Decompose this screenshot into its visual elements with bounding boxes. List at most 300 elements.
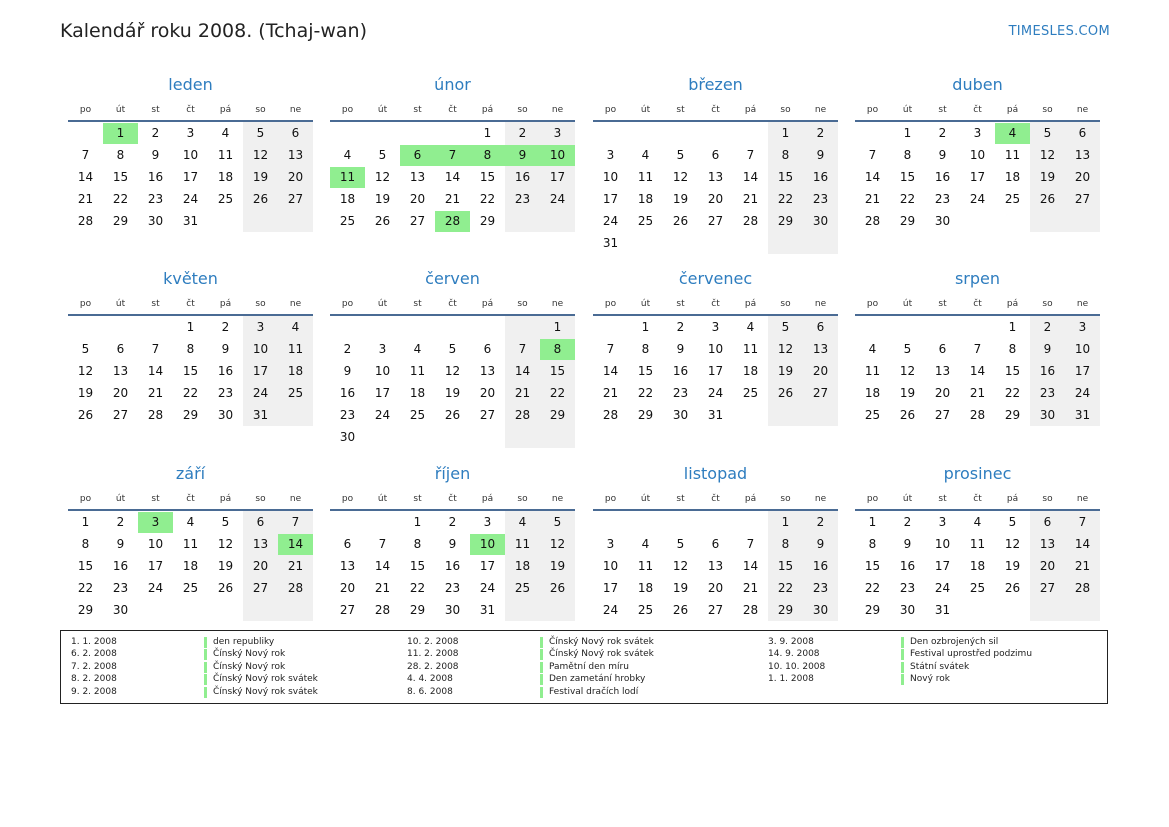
- day-cell[interactable]: 21: [742, 581, 759, 595]
- day-cell[interactable]: 17: [969, 170, 986, 184]
- day-cell[interactable]: 29: [409, 603, 426, 617]
- day-cell[interactable]: 19: [899, 386, 916, 400]
- day-cell[interactable]: 12: [444, 364, 461, 378]
- day-cell[interactable]: 12: [374, 170, 391, 184]
- day-cell[interactable]: 15: [899, 170, 916, 184]
- day-cell[interactable]: 18: [409, 386, 426, 400]
- day-cell[interactable]: 21: [374, 581, 391, 595]
- day-cell[interactable]: 2: [676, 320, 685, 334]
- day-cell[interactable]: 22: [777, 192, 794, 206]
- day-cell[interactable]: 24: [147, 581, 164, 595]
- day-cell[interactable]: 22: [112, 192, 129, 206]
- day-cell[interactable]: 17: [707, 364, 724, 378]
- day-cell[interactable]: 13: [812, 342, 829, 356]
- day-cell[interactable]: 3: [606, 148, 615, 162]
- day-cell[interactable]: 12: [1039, 148, 1056, 162]
- day-cell[interactable]: 15: [777, 170, 794, 184]
- day-cell[interactable]: 26: [899, 408, 916, 422]
- holiday-day-cell[interactable]: 7: [435, 145, 470, 166]
- day-cell[interactable]: 6: [256, 515, 265, 529]
- day-cell[interactable]: 10: [182, 148, 199, 162]
- day-cell[interactable]: 24: [1074, 386, 1091, 400]
- day-cell[interactable]: 8: [641, 342, 650, 356]
- day-cell[interactable]: 11: [864, 364, 881, 378]
- day-cell[interactable]: 26: [672, 214, 689, 228]
- day-cell[interactable]: 1: [81, 515, 90, 529]
- day-cell[interactable]: 17: [602, 581, 619, 595]
- day-cell[interactable]: 15: [112, 170, 129, 184]
- day-cell[interactable]: 3: [938, 515, 947, 529]
- day-cell[interactable]: 21: [287, 559, 304, 573]
- day-cell[interactable]: 29: [182, 408, 199, 422]
- day-cell[interactable]: 18: [637, 581, 654, 595]
- day-cell[interactable]: 15: [77, 559, 94, 573]
- day-cell[interactable]: 31: [707, 408, 724, 422]
- day-cell[interactable]: 20: [252, 559, 269, 573]
- day-cell[interactable]: 12: [899, 364, 916, 378]
- day-cell[interactable]: 25: [514, 581, 531, 595]
- day-cell[interactable]: 13: [409, 170, 426, 184]
- day-cell[interactable]: 24: [934, 581, 951, 595]
- day-cell[interactable]: 14: [77, 170, 94, 184]
- day-cell[interactable]: 14: [742, 559, 759, 573]
- day-cell[interactable]: 12: [549, 537, 566, 551]
- day-cell[interactable]: 24: [602, 214, 619, 228]
- day-cell[interactable]: 30: [112, 603, 129, 617]
- day-cell[interactable]: 1: [903, 126, 912, 140]
- day-cell[interactable]: 15: [1004, 364, 1021, 378]
- day-cell[interactable]: 29: [777, 603, 794, 617]
- day-cell[interactable]: 30: [147, 214, 164, 228]
- day-cell[interactable]: 31: [252, 408, 269, 422]
- day-cell[interactable]: 11: [217, 148, 234, 162]
- day-cell[interactable]: 26: [1004, 581, 1021, 595]
- day-cell[interactable]: 18: [287, 364, 304, 378]
- day-cell[interactable]: 30: [444, 603, 461, 617]
- day-cell[interactable]: 27: [287, 192, 304, 206]
- day-cell[interactable]: 26: [672, 603, 689, 617]
- day-cell[interactable]: 8: [413, 537, 422, 551]
- holiday-day-cell[interactable]: 1: [103, 123, 138, 144]
- day-cell[interactable]: 10: [969, 148, 986, 162]
- day-cell[interactable]: 7: [746, 148, 755, 162]
- day-cell[interactable]: 17: [1074, 364, 1091, 378]
- day-cell[interactable]: 28: [287, 581, 304, 595]
- day-cell[interactable]: 28: [77, 214, 94, 228]
- day-cell[interactable]: 2: [116, 515, 125, 529]
- day-cell[interactable]: 5: [81, 342, 90, 356]
- day-cell[interactable]: 10: [602, 170, 619, 184]
- day-cell[interactable]: 20: [707, 581, 724, 595]
- day-cell[interactable]: 4: [413, 342, 422, 356]
- holiday-day-cell[interactable]: 4: [995, 123, 1030, 144]
- day-cell[interactable]: 24: [252, 386, 269, 400]
- day-cell[interactable]: 17: [549, 170, 566, 184]
- day-cell[interactable]: 16: [444, 559, 461, 573]
- day-cell[interactable]: 17: [934, 559, 951, 573]
- day-cell[interactable]: 25: [217, 192, 234, 206]
- day-cell[interactable]: 21: [514, 386, 531, 400]
- day-cell[interactable]: 16: [217, 364, 234, 378]
- day-cell[interactable]: 2: [816, 126, 825, 140]
- day-cell[interactable]: 13: [112, 364, 129, 378]
- day-cell[interactable]: 14: [1074, 537, 1091, 551]
- day-cell[interactable]: 6: [483, 342, 492, 356]
- day-cell[interactable]: 31: [934, 603, 951, 617]
- day-cell[interactable]: 5: [676, 148, 685, 162]
- day-cell[interactable]: 9: [816, 537, 825, 551]
- day-cell[interactable]: 2: [1043, 320, 1052, 334]
- day-cell[interactable]: 27: [1074, 192, 1091, 206]
- day-cell[interactable]: 16: [812, 559, 829, 573]
- day-cell[interactable]: 26: [252, 192, 269, 206]
- day-cell[interactable]: 12: [217, 537, 234, 551]
- day-cell[interactable]: 16: [339, 386, 356, 400]
- holiday-day-cell[interactable]: 8: [540, 339, 575, 360]
- day-cell[interactable]: 12: [252, 148, 269, 162]
- day-cell[interactable]: 19: [549, 559, 566, 573]
- day-cell[interactable]: 23: [899, 581, 916, 595]
- day-cell[interactable]: 9: [448, 537, 457, 551]
- day-cell[interactable]: 27: [812, 386, 829, 400]
- day-cell[interactable]: 10: [602, 559, 619, 573]
- day-cell[interactable]: 17: [182, 170, 199, 184]
- day-cell[interactable]: 1: [641, 320, 650, 334]
- day-cell[interactable]: 14: [514, 364, 531, 378]
- holiday-day-cell[interactable]: 9: [505, 145, 540, 166]
- day-cell[interactable]: 27: [112, 408, 129, 422]
- day-cell[interactable]: 22: [637, 386, 654, 400]
- day-cell[interactable]: 7: [606, 342, 615, 356]
- day-cell[interactable]: 16: [899, 559, 916, 573]
- day-cell[interactable]: 8: [868, 537, 877, 551]
- day-cell[interactable]: 12: [1004, 537, 1021, 551]
- day-cell[interactable]: 25: [409, 408, 426, 422]
- day-cell[interactable]: 17: [374, 386, 391, 400]
- day-cell[interactable]: 13: [252, 537, 269, 551]
- day-cell[interactable]: 22: [182, 386, 199, 400]
- day-cell[interactable]: 1: [781, 515, 790, 529]
- day-cell[interactable]: 5: [1043, 126, 1052, 140]
- day-cell[interactable]: 15: [182, 364, 199, 378]
- holiday-day-cell[interactable]: 28: [435, 211, 470, 232]
- day-cell[interactable]: 21: [969, 386, 986, 400]
- day-cell[interactable]: 1: [1008, 320, 1017, 334]
- day-cell[interactable]: 16: [934, 170, 951, 184]
- brand-logo-text[interactable]: TIMESLES.COM: [1008, 24, 1110, 39]
- day-cell[interactable]: 4: [868, 342, 877, 356]
- day-cell[interactable]: 5: [448, 342, 457, 356]
- day-cell[interactable]: 29: [112, 214, 129, 228]
- day-cell[interactable]: 6: [711, 537, 720, 551]
- day-cell[interactable]: 7: [518, 342, 527, 356]
- day-cell[interactable]: 29: [899, 214, 916, 228]
- day-cell[interactable]: 10: [1074, 342, 1091, 356]
- day-cell[interactable]: 3: [973, 126, 982, 140]
- day-cell[interactable]: 11: [182, 537, 199, 551]
- day-cell[interactable]: 19: [252, 170, 269, 184]
- day-cell[interactable]: 18: [217, 170, 234, 184]
- day-cell[interactable]: 23: [514, 192, 531, 206]
- day-cell[interactable]: 18: [514, 559, 531, 573]
- day-cell[interactable]: 5: [781, 320, 790, 334]
- day-cell[interactable]: 9: [116, 537, 125, 551]
- day-cell[interactable]: 6: [116, 342, 125, 356]
- day-cell[interactable]: 23: [217, 386, 234, 400]
- day-cell[interactable]: 6: [1043, 515, 1052, 529]
- day-cell[interactable]: 22: [864, 581, 881, 595]
- day-cell[interactable]: 16: [112, 559, 129, 573]
- day-cell[interactable]: 4: [973, 515, 982, 529]
- day-cell[interactable]: 13: [479, 364, 496, 378]
- day-cell[interactable]: 4: [221, 126, 230, 140]
- day-cell[interactable]: 30: [339, 430, 356, 444]
- day-cell[interactable]: 28: [602, 408, 619, 422]
- day-cell[interactable]: 4: [746, 320, 755, 334]
- day-cell[interactable]: 25: [864, 408, 881, 422]
- day-cell[interactable]: 19: [444, 386, 461, 400]
- day-cell[interactable]: 9: [151, 148, 160, 162]
- day-cell[interactable]: 5: [378, 148, 387, 162]
- day-cell[interactable]: 8: [81, 537, 90, 551]
- day-cell[interactable]: 19: [1004, 559, 1021, 573]
- day-cell[interactable]: 25: [637, 214, 654, 228]
- day-cell[interactable]: 21: [864, 192, 881, 206]
- day-cell[interactable]: 20: [339, 581, 356, 595]
- day-cell[interactable]: 6: [938, 342, 947, 356]
- day-cell[interactable]: 3: [711, 320, 720, 334]
- day-cell[interactable]: 23: [1039, 386, 1056, 400]
- day-cell[interactable]: 6: [711, 148, 720, 162]
- day-cell[interactable]: 12: [777, 342, 794, 356]
- day-cell[interactable]: 20: [707, 192, 724, 206]
- holiday-day-cell[interactable]: 6: [400, 145, 435, 166]
- day-cell[interactable]: 12: [77, 364, 94, 378]
- day-cell[interactable]: 18: [339, 192, 356, 206]
- day-cell[interactable]: 6: [291, 126, 300, 140]
- day-cell[interactable]: 14: [444, 170, 461, 184]
- day-cell[interactable]: 3: [378, 342, 387, 356]
- day-cell[interactable]: 15: [864, 559, 881, 573]
- day-cell[interactable]: 28: [514, 408, 531, 422]
- day-cell[interactable]: 17: [602, 192, 619, 206]
- day-cell[interactable]: 4: [518, 515, 527, 529]
- day-cell[interactable]: 27: [479, 408, 496, 422]
- holiday-day-cell[interactable]: 14: [278, 534, 313, 555]
- day-cell[interactable]: 26: [217, 581, 234, 595]
- day-cell[interactable]: 26: [1039, 192, 1056, 206]
- day-cell[interactable]: 15: [549, 364, 566, 378]
- day-cell[interactable]: 23: [812, 192, 829, 206]
- day-cell[interactable]: 14: [969, 364, 986, 378]
- day-cell[interactable]: 12: [672, 170, 689, 184]
- day-cell[interactable]: 25: [742, 386, 759, 400]
- day-cell[interactable]: 16: [672, 364, 689, 378]
- day-cell[interactable]: 25: [339, 214, 356, 228]
- day-cell[interactable]: 19: [217, 559, 234, 573]
- day-cell[interactable]: 19: [77, 386, 94, 400]
- day-cell[interactable]: 29: [1004, 408, 1021, 422]
- day-cell[interactable]: 13: [339, 559, 356, 573]
- day-cell[interactable]: 11: [287, 342, 304, 356]
- day-cell[interactable]: 28: [742, 214, 759, 228]
- day-cell[interactable]: 21: [444, 192, 461, 206]
- holiday-day-cell[interactable]: 11: [330, 167, 365, 188]
- day-cell[interactable]: 24: [549, 192, 566, 206]
- day-cell[interactable]: 20: [287, 170, 304, 184]
- day-cell[interactable]: 9: [1043, 342, 1052, 356]
- day-cell[interactable]: 11: [514, 537, 531, 551]
- day-cell[interactable]: 2: [816, 515, 825, 529]
- day-cell[interactable]: 14: [374, 559, 391, 573]
- day-cell[interactable]: 20: [812, 364, 829, 378]
- day-cell[interactable]: 3: [483, 515, 492, 529]
- day-cell[interactable]: 4: [343, 148, 352, 162]
- day-cell[interactable]: 30: [672, 408, 689, 422]
- day-cell[interactable]: 8: [781, 537, 790, 551]
- day-cell[interactable]: 18: [742, 364, 759, 378]
- holiday-day-cell[interactable]: 3: [138, 512, 173, 533]
- day-cell[interactable]: 6: [343, 537, 352, 551]
- day-cell[interactable]: 19: [374, 192, 391, 206]
- day-cell[interactable]: 2: [448, 515, 457, 529]
- day-cell[interactable]: 29: [479, 214, 496, 228]
- day-cell[interactable]: 9: [221, 342, 230, 356]
- holiday-day-cell[interactable]: 10: [540, 145, 575, 166]
- day-cell[interactable]: 21: [602, 386, 619, 400]
- day-cell[interactable]: 3: [256, 320, 265, 334]
- day-cell[interactable]: 5: [676, 537, 685, 551]
- day-cell[interactable]: 9: [903, 537, 912, 551]
- day-cell[interactable]: 19: [672, 581, 689, 595]
- day-cell[interactable]: 2: [903, 515, 912, 529]
- day-cell[interactable]: 14: [742, 170, 759, 184]
- day-cell[interactable]: 25: [969, 581, 986, 595]
- day-cell[interactable]: 31: [182, 214, 199, 228]
- day-cell[interactable]: 8: [116, 148, 125, 162]
- day-cell[interactable]: 30: [1039, 408, 1056, 422]
- day-cell[interactable]: 25: [1004, 192, 1021, 206]
- day-cell[interactable]: 9: [343, 364, 352, 378]
- day-cell[interactable]: 19: [1039, 170, 1056, 184]
- day-cell[interactable]: 2: [518, 126, 527, 140]
- day-cell[interactable]: 27: [707, 214, 724, 228]
- day-cell[interactable]: 5: [903, 342, 912, 356]
- day-cell[interactable]: 30: [217, 408, 234, 422]
- day-cell[interactable]: 28: [742, 603, 759, 617]
- day-cell[interactable]: 29: [777, 214, 794, 228]
- day-cell[interactable]: 18: [969, 559, 986, 573]
- day-cell[interactable]: 25: [182, 581, 199, 595]
- day-cell[interactable]: 7: [1078, 515, 1087, 529]
- day-cell[interactable]: 24: [969, 192, 986, 206]
- day-cell[interactable]: 23: [812, 581, 829, 595]
- day-cell[interactable]: 17: [252, 364, 269, 378]
- day-cell[interactable]: 1: [553, 320, 562, 334]
- day-cell[interactable]: 20: [1039, 559, 1056, 573]
- day-cell[interactable]: 31: [1074, 408, 1091, 422]
- day-cell[interactable]: 27: [409, 214, 426, 228]
- day-cell[interactable]: 18: [1004, 170, 1021, 184]
- day-cell[interactable]: 13: [287, 148, 304, 162]
- day-cell[interactable]: 22: [1004, 386, 1021, 400]
- day-cell[interactable]: 13: [934, 364, 951, 378]
- day-cell[interactable]: 26: [77, 408, 94, 422]
- day-cell[interactable]: 10: [147, 537, 164, 551]
- day-cell[interactable]: 11: [1004, 148, 1021, 162]
- day-cell[interactable]: 20: [409, 192, 426, 206]
- day-cell[interactable]: 27: [1039, 581, 1056, 595]
- day-cell[interactable]: 7: [378, 537, 387, 551]
- day-cell[interactable]: 21: [77, 192, 94, 206]
- day-cell[interactable]: 3: [606, 537, 615, 551]
- day-cell[interactable]: 15: [409, 559, 426, 573]
- day-cell[interactable]: 13: [707, 559, 724, 573]
- day-cell[interactable]: 11: [742, 342, 759, 356]
- day-cell[interactable]: 17: [147, 559, 164, 573]
- day-cell[interactable]: 7: [81, 148, 90, 162]
- day-cell[interactable]: 16: [812, 170, 829, 184]
- day-cell[interactable]: 23: [444, 581, 461, 595]
- day-cell[interactable]: 1: [781, 126, 790, 140]
- day-cell[interactable]: 27: [707, 603, 724, 617]
- day-cell[interactable]: 4: [186, 515, 195, 529]
- day-cell[interactable]: 19: [672, 192, 689, 206]
- day-cell[interactable]: 9: [938, 148, 947, 162]
- day-cell[interactable]: 6: [816, 320, 825, 334]
- day-cell[interactable]: 2: [938, 126, 947, 140]
- day-cell[interactable]: 29: [77, 603, 94, 617]
- day-cell[interactable]: 15: [637, 364, 654, 378]
- day-cell[interactable]: 26: [549, 581, 566, 595]
- day-cell[interactable]: 8: [903, 148, 912, 162]
- day-cell[interactable]: 22: [777, 581, 794, 595]
- day-cell[interactable]: 29: [549, 408, 566, 422]
- day-cell[interactable]: 8: [781, 148, 790, 162]
- day-cell[interactable]: 29: [637, 408, 654, 422]
- day-cell[interactable]: 4: [641, 537, 650, 551]
- holiday-day-cell[interactable]: 10: [470, 534, 505, 555]
- day-cell[interactable]: 26: [374, 214, 391, 228]
- day-cell[interactable]: 27: [339, 603, 356, 617]
- day-cell[interactable]: 10: [374, 364, 391, 378]
- day-cell[interactable]: 31: [479, 603, 496, 617]
- day-cell[interactable]: 5: [553, 515, 562, 529]
- day-cell[interactable]: 28: [969, 408, 986, 422]
- day-cell[interactable]: 24: [374, 408, 391, 422]
- day-cell[interactable]: 3: [186, 126, 195, 140]
- day-cell[interactable]: 6: [1078, 126, 1087, 140]
- day-cell[interactable]: 13: [1074, 148, 1091, 162]
- day-cell[interactable]: 3: [1078, 320, 1087, 334]
- day-cell[interactable]: 25: [287, 386, 304, 400]
- day-cell[interactable]: 13: [1039, 537, 1056, 551]
- day-cell[interactable]: 27: [934, 408, 951, 422]
- day-cell[interactable]: 26: [444, 408, 461, 422]
- day-cell[interactable]: 11: [637, 559, 654, 573]
- day-cell[interactable]: 16: [514, 170, 531, 184]
- day-cell[interactable]: 23: [112, 581, 129, 595]
- day-cell[interactable]: 1: [186, 320, 195, 334]
- day-cell[interactable]: 3: [553, 126, 562, 140]
- day-cell[interactable]: 5: [256, 126, 265, 140]
- day-cell[interactable]: 10: [707, 342, 724, 356]
- day-cell[interactable]: 18: [637, 192, 654, 206]
- day-cell[interactable]: 23: [339, 408, 356, 422]
- day-cell[interactable]: 20: [934, 386, 951, 400]
- day-cell[interactable]: 2: [151, 126, 160, 140]
- day-cell[interactable]: 14: [147, 364, 164, 378]
